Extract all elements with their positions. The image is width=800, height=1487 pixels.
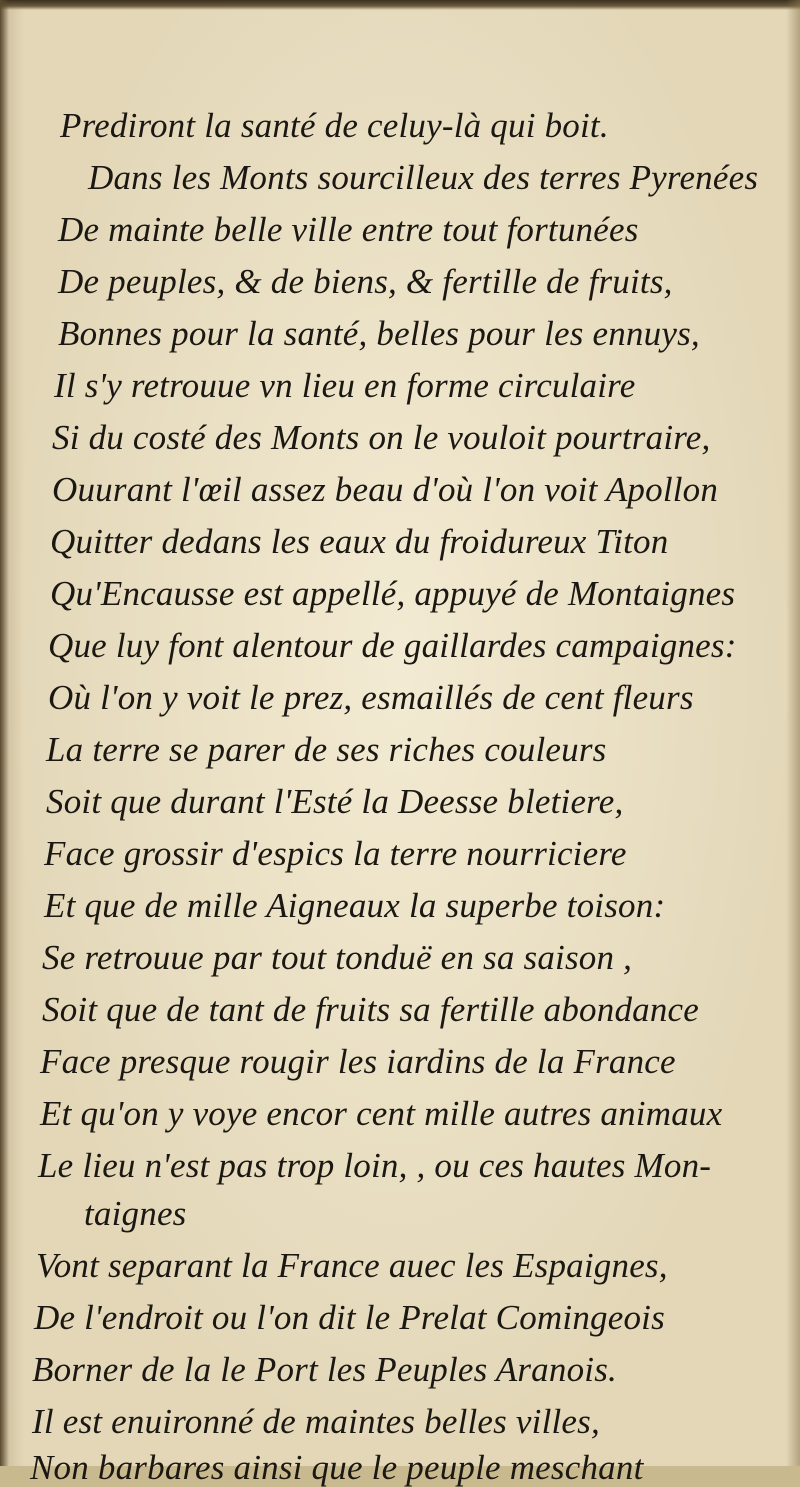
text-line-20: Et qu'on y voye encor cent mille autres animaux xyxy=(40,1094,723,1133)
text-line-23: Vont separant la France auec les Espaignes, xyxy=(36,1246,668,1285)
text-line-26: Il est enuironné de maintes belles villes, xyxy=(32,1402,600,1441)
text-line-2: Dans les Monts sourcilleux des terres Pyrenées xyxy=(88,158,759,197)
text-line-5: Bonnes pour la santé, belles pour les ennuys, xyxy=(58,314,700,353)
text-line-12: Où l'on y voit le prez, esmaillés de cent fleurs xyxy=(48,678,694,717)
text-line-25: Borner de la le Port les Peuples Aranois. xyxy=(32,1350,617,1389)
text-line-22: taignes xyxy=(84,1194,187,1233)
text-line-21: Le lieu n'est pas trop loin, , ou ces hautes Mon- xyxy=(38,1146,712,1185)
text-line-27: Non barbares ainsi que le peuple meschant xyxy=(30,1448,644,1487)
text-line-24: De l'endroit ou l'on dit le Prelat Comingeois xyxy=(34,1298,665,1337)
text-line-8: Ouurant l'œil assez beau d'où l'on voit Apollon xyxy=(52,470,719,509)
text-line-18: Soit que de tant de fruits sa fertille abondance xyxy=(42,990,700,1029)
text-line-14: Soit que durant l'Esté la Deesse bletiere, xyxy=(46,782,624,821)
text-line-13: La terre se parer de ses riches couleurs xyxy=(46,730,607,769)
text-line-10: Qu'Encausse est appellé, appuyé de Montaignes xyxy=(50,574,736,613)
text-line-7: Si du costé des Monts on le vouloit pourtraire, xyxy=(52,418,711,457)
text-line-4: De peuples, & de biens, & fertille de fruits, xyxy=(58,262,673,301)
text-line-19: Face presque rougir les iardins de la France xyxy=(40,1042,676,1081)
text-line-15: Face grossir d'espics la terre nourriciere xyxy=(44,834,627,873)
page-right-edge xyxy=(786,0,800,1466)
text-line-11: Que luy font alentour de gaillardes campaignes: xyxy=(48,626,737,665)
text-line-1: Prediront la santé de celuy-là qui boit. xyxy=(60,106,609,145)
text-line-6: Il s'y retrouue vn lieu en forme circulaire xyxy=(54,366,636,405)
text-line-9: Quitter dedans les eaux du froidureux Titon xyxy=(50,522,669,561)
page-top-edge xyxy=(0,0,800,10)
text-line-3: De mainte belle ville entre tout fortunées xyxy=(58,210,639,249)
text-line-17: Se retrouue par tout tonduë en sa saison , xyxy=(42,938,633,977)
page-left-edge xyxy=(0,0,9,1466)
text-line-16: Et que de mille Aigneaux la superbe toison: xyxy=(44,886,666,925)
